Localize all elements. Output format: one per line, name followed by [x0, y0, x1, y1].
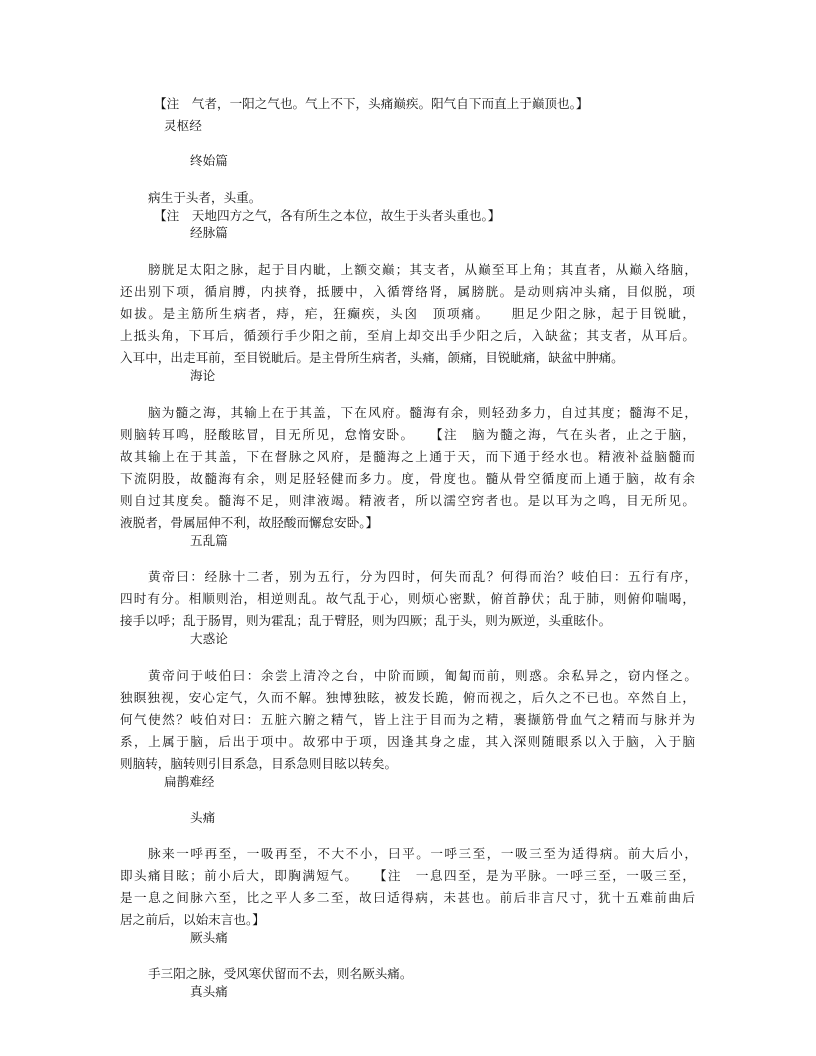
paragraph-line: 即头痛目眩；前小后大，即胸满短气。 【注 一息四至，是为平脉。一呼三至，一吸三至，: [120, 868, 695, 883]
chapter-title: 大惑论: [190, 631, 228, 646]
chapter-title: 经脉篇: [190, 225, 228, 240]
annotation-line: 【注 天地四方之气，各有所生之本位，故生于头者头重也。】: [154, 208, 501, 223]
annotation-line: 【注 气者，一阳之气也。气上不下，头痛巅疾。阳气自下而直上于巅顶也。】: [154, 96, 589, 111]
book-title: 灵枢经: [164, 118, 202, 133]
chapter-title: 海论: [190, 368, 216, 383]
paragraph-line: 是一息之间脉六至，比之平人多二至，故曰适得病，未甚也。前后非言尺寸，犹十五难前曲后: [120, 890, 695, 905]
paragraph-line: 居之前后，以始末言也。】: [120, 912, 265, 927]
paragraph-line: 黄帝曰：经脉十二者，别为五行，分为四时，何失而乱？何得而治？岐伯曰：五行有序，: [148, 569, 697, 584]
paragraph-line: 接手以呼；乱于肠胃，则为霍乱；乱于臂胫，则为四厥；乱于头，则为厥逆，头重眩仆。: [120, 613, 612, 628]
paragraph-line: 脉来一呼再至，一吸再至，不大不小，曰平。一呼三至，一吸三至为适得病。前大后小，: [148, 846, 697, 861]
paragraph-line: 如拔。是主筋所生病者，痔，疟，狂癫疾，头囟 顶项痛。 胆足少阳之脉，起于目锐眦，: [120, 306, 695, 321]
paragraph-line: 还出别下项，循肩膊，内挟脊，抵腰中，入循膂络肾，属膀胱。是动则病冲头痛，目似脱，项: [120, 284, 695, 299]
paragraph-line: 病生于头者，头重。: [148, 190, 262, 205]
paragraph-line: 膀胱足太阳之脉，起于目内眦，上额交巅；其支者，从巅至耳上角；其直者，从巅入络脑，: [148, 262, 697, 277]
paragraph-line: 脑为髓之海，其输上在于其盖，下在风府。髓海有余，则轻劲多力，自过其度；髓海不足，: [148, 405, 697, 420]
paragraph-line: 液脱者，骨属屈伸不利，故胫酸而懈怠安卧。】: [120, 515, 379, 530]
chapter-title: 终始篇: [190, 153, 228, 168]
chapter-title: 厥头痛: [190, 930, 228, 945]
paragraph-line: 上抵头角，下耳后，循颈行手少阳之前，至肩上却交出手少阳之后，入缺盆；其支者，从耳后。: [120, 328, 695, 343]
chapter-title: 真头痛: [190, 984, 228, 999]
paragraph-line: 则自过其度矣。髓海不足，则津液竭。精液者，所以濡空窍者也。是以耳为之鸣，目无所见。: [120, 493, 695, 508]
paragraph-line: 手三阳之脉，受风寒伏留而不去，则名厥头痛。: [148, 966, 413, 981]
paragraph-line: 故其输上在于其盖，下在督脉之风府，是髓海之上通于天，而下通于经水也。精液补益脑髓而: [120, 449, 695, 464]
paragraph-line: 则脑转，脑转则引目系急，目系急则目眩以转矣。: [120, 756, 398, 771]
paragraph-line: 系，上属于脑，后出于项中。故邪中于项，因逢其身之虚，其入深则随眼系以入于脑，入于脑: [120, 734, 695, 749]
paragraph-line: 下流阴股，故髓海有余，则足胫轻健而多力。度，骨度也。髓从骨空循度而上通于脑，故有余: [120, 471, 695, 486]
paragraph-line: 何气使然？岐伯对曰：五脏六腑之精气，皆上注于目而为之精，裹撷筋骨血气之精而与脉并为: [120, 712, 695, 727]
chapter-title: 五乱篇: [190, 533, 228, 548]
paragraph-line: 黄帝问于岐伯曰：余尝上清冷之台，中阶而顾，匍匐而前，则惑。余私异之，窃内怪之。: [148, 668, 697, 683]
paragraph-line: 独瞑独视，安心定气，久而不解。独博独眩，被发长跪，俯而视之，后久之不已也。卒然自上，: [120, 690, 695, 705]
paragraph-line: 则脑转耳鸣，胫酸眩冒，目无所见，怠惰安卧。 【注 脑为髓之海，气在头者，止之于脑，: [120, 427, 695, 442]
book-title: 扁鹊难经: [164, 774, 215, 789]
paragraph-line: 四时有分。相顺则治，相逆则乱。故气乱于心，则烦心密默，俯首静伏；乱于肺，则俯仰喘喝，: [120, 591, 695, 606]
chapter-title: 头痛: [190, 810, 216, 825]
paragraph-line: 入耳中，出走耳前，至目锐眦后。是主骨所生病者，头痛，颌痛，目锐眦痛，缺盆中肿痛。: [120, 350, 624, 365]
